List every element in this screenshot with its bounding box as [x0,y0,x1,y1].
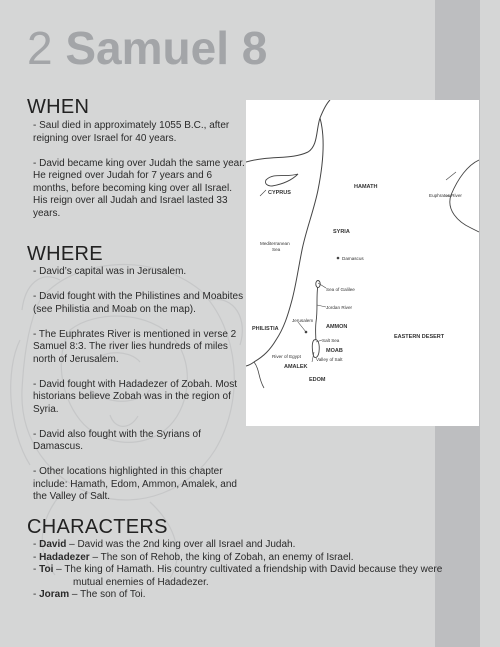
map-label-valley-salt: Valley of Salt [316,357,343,362]
where-item: - David also fought with the Syrians of Damascus. [33,428,201,452]
map-label-salt-sea: Salt Sea [322,338,340,343]
where-item: - Other locations highlighted in this chapter include: Hamath, Edom, Ammon, Amalek, and the Valley of Salt. [33,466,237,502]
character-name: David [39,539,67,550]
book-title: Samuel 8 [65,22,268,74]
map-label-philistia: PHILISTIA [252,326,279,332]
when-heading: WHEN [27,96,90,118]
where-item: - David fought with Hadadezer of Zobah. Most historians believe Zobah was in the region of Syria. [33,378,237,415]
region-map [246,100,479,426]
where-item: - David fought with the Philistines and Moabites (see Philistia and Moab on the map). [33,291,244,315]
character-name: Joram [39,589,70,601]
character-description: – The king of Hamath. His country cultivated a friendship with David because they were mutual enemies of Hadadezer. [53,564,443,588]
character-name: Hadadezer [39,551,90,563]
map-label-hamath: HAMATH [354,184,378,190]
chapter-number: 2 [27,22,53,74]
map-label-syria: SYRIA [333,229,350,235]
map-label-sea: Sea [272,247,281,252]
where-heading: WHERE [27,243,103,265]
character-item: - Toi – The king of Hamath. His country cultivated a friendship with David because they were mutual enemies of Hadadezer. [33,564,443,588]
map-label-galilee: Sea of Galilee [326,287,355,292]
character-name: Toi [39,564,54,576]
character-description: – The son of Toi. [69,589,146,601]
where-item: - The Euphrates River is mentioned in verse 2 Samuel 8:3. The river lies hundreds of miles north of Jerusalem. [33,328,237,365]
page-title [27,20,267,76]
map-label-mediterranean: Mediterranean [260,241,290,246]
cyprus-island [265,174,298,186]
characters-section [33,539,473,602]
river-of-egypt [254,362,264,388]
map-label-jerusalem: Jerusalem [292,318,314,323]
map-label-edom: EDOM [309,377,326,383]
map-label-river-egypt: River of Egypt [272,354,301,359]
map-label-ammon: AMMON [326,324,348,330]
jordan-river [316,285,318,344]
when-section [33,120,245,233]
map-label-damascus: Damascus [342,256,364,261]
where-section [33,266,245,516]
map-label-euphrates: Euphrates River [429,193,462,198]
when-item: - Saul died in approximately 1055 B.C., after reigning over Israel for 40 years. [33,120,230,144]
characters-heading: CHARACTERS [27,516,168,538]
map-label-eastern-desert: EASTERN DESERT [394,334,445,340]
map-label-amalek: AMALEK [284,364,308,370]
map-label-cyprus: CYPRUS [268,190,291,196]
when-item: - David became king over Judah the same year. He reigned over Judah for 7 years and 6 months, before becoming king over all Israel. His reign over all Judah and Israel lasted 33 years. [33,157,245,219]
character-description: – David was the 2nd king over all Israel and Judah. [66,539,296,550]
map-label-moab: MOAB [326,348,343,354]
character-item: - David – David was the 2nd king over all Israel and Judah. [33,539,296,550]
map-label-jordan: Jordan River [326,305,353,310]
where-item: - David’s capital was in Jerusalem. [33,266,187,277]
character-item: - Joram – The son of Toi. [33,589,146,601]
character-item: - Hadadezer – The son of Rehob, the king of Zobah, an enemy of Israel. [33,551,354,563]
character-description: – The son of Rehob, the king of Zobah, an enemy of Israel. [89,551,354,563]
